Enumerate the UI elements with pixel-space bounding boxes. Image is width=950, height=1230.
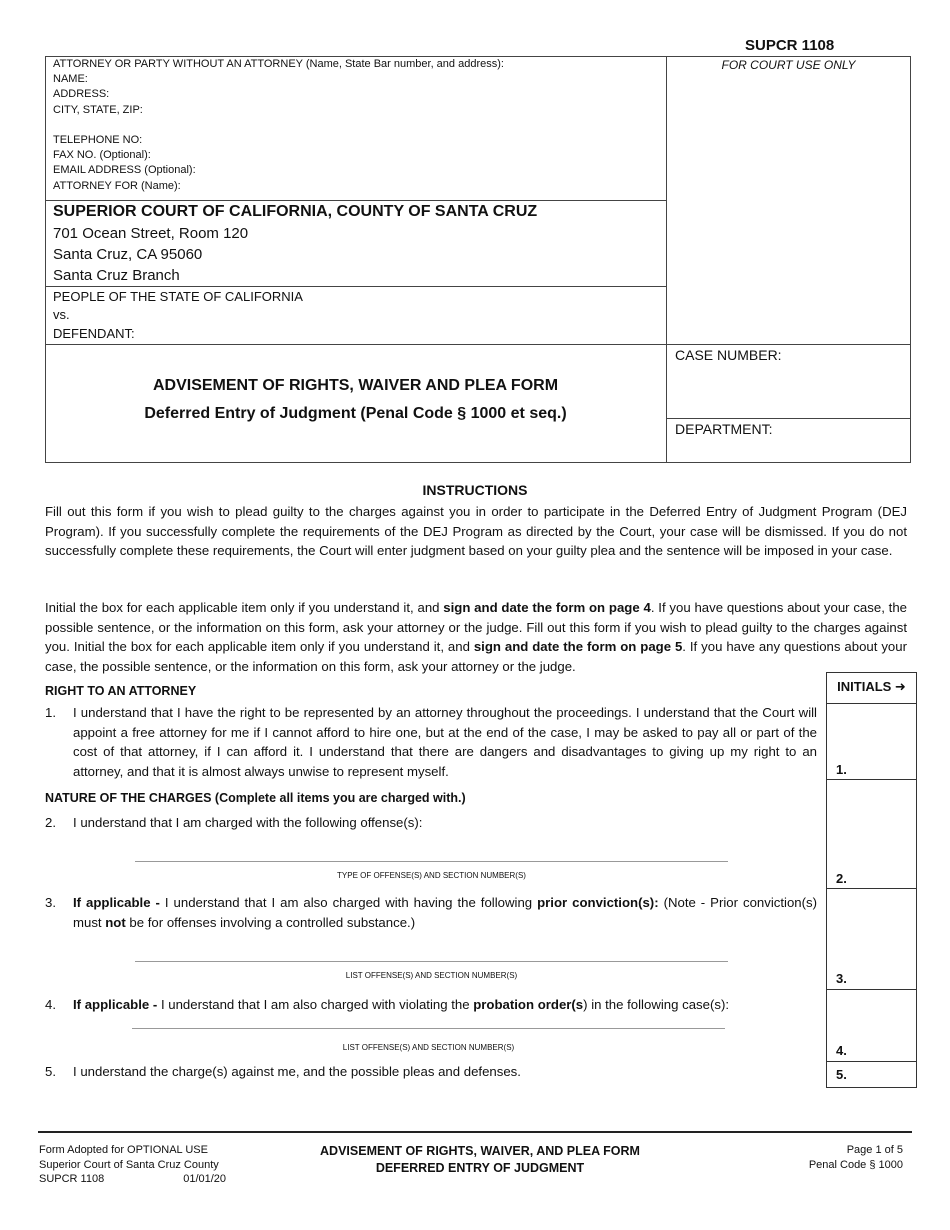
item-1-text: I understand that I have the right to be represented by an attorney throughout the proceedings. I understand that the Court will appoint a free attorney for me if I cannot afford to hire one, but at the end of the case, I may be asked to pay all or part of the cost of that attorney, if I can afford it. I understand that there are dangers and disadvantages to giving up my right to an attorney, and that it is almost always unwise to represent myself. xyxy=(73,705,817,779)
plaintiff: PEOPLE OF THE STATE OF CALIFORNIA xyxy=(53,289,303,304)
department-field[interactable]: DEPARTMENT: xyxy=(675,421,773,437)
email-field[interactable]: EMAIL ADDRESS (Optional): xyxy=(53,164,196,177)
text-run: . If you have any questions about your case, the possible sentence, or the information on this form, ask your attorney or the judge. xyxy=(45,639,907,674)
attorney-for-field[interactable]: ATTORNEY FOR (Name): xyxy=(53,179,181,192)
case-number-field[interactable]: CASE NUMBER: xyxy=(675,347,782,363)
form-id: SUPCR 1108 xyxy=(745,37,835,54)
instructions-paragraph-2 xyxy=(45,598,907,676)
caption-divider xyxy=(666,56,667,463)
text-run: I understand that I am also charged with having the following xyxy=(164,895,538,910)
attorney-info xyxy=(53,57,504,194)
court-street: 701 Ocean Street, Room 120 xyxy=(53,225,249,242)
fill-caption: LIST OFFENSE(S) AND SECTION NUMBER(S) xyxy=(345,971,518,980)
divider xyxy=(45,286,667,287)
footer-rule xyxy=(300,1131,912,1133)
form-title: ADVISEMENT OF RIGHTS, WAIVER AND PLEA FORM xyxy=(152,377,559,394)
item-number: 2. xyxy=(45,815,56,830)
text-run: be for offenses involving a controlled substance.) xyxy=(125,914,416,930)
initials-box-2[interactable]: 2. xyxy=(836,871,847,886)
text-run-bold: not xyxy=(105,914,126,930)
item-number: 1. xyxy=(45,705,56,720)
page-number: Page 1 of 5 xyxy=(846,1144,903,1156)
attorney-address-field[interactable]: ADDRESS: xyxy=(53,88,110,101)
text-run-bold: If applicable - xyxy=(73,895,165,910)
footer-form-id: SUPCR 1108 xyxy=(39,1173,105,1185)
initials-divider xyxy=(826,989,917,990)
attorney-name-field[interactable]: NAME: xyxy=(53,73,88,86)
divider xyxy=(666,418,911,419)
item-number: 5. xyxy=(45,1064,56,1079)
divider xyxy=(45,344,911,345)
court-city: Santa Cruz, CA 95060 xyxy=(53,246,203,263)
text-run: ) in the following case(s): xyxy=(583,997,729,1012)
footer-subtitle: DEFERRED ENTRY OF JUDGMENT xyxy=(375,1161,585,1175)
initials-divider xyxy=(826,779,917,780)
footer-court: Superior Court of Santa Cruz County xyxy=(39,1158,219,1171)
instructions-paragraph-1: Fill out this form if you wish to plead guilty to the charges against you in order to participate in the Deferred Entry of Judgment Program (DEJ Program). If you successfully complete the requirements of the DEJ Program as directed by the Court, your case will be dismissed. If you do not successfully complete these requirements, the Court will enter judgment based on your guilty plea and the sentence will be imposed in your case. xyxy=(45,504,907,558)
text-run-bold: prior conviction(s): xyxy=(537,895,659,910)
spacer xyxy=(53,118,504,133)
footer-title: ADVISEMENT OF RIGHTS, WAIVER, AND PLEA FORM xyxy=(320,1144,640,1158)
offense-fill-line[interactable] xyxy=(135,861,728,862)
text-run-bold: sign and date the form on page 5 xyxy=(473,639,683,654)
footer-form-date: 01/01/20 xyxy=(183,1173,227,1185)
divider xyxy=(45,200,667,201)
attorney-heading: ATTORNEY OR PARTY WITHOUT AN ATTORNEY (Name, State Bar number, and address): xyxy=(53,58,504,70)
court-branch: Santa Cruz Branch xyxy=(53,267,180,284)
section-heading-charges: NATURE OF THE CHARGES (Complete all items you are charged with.) xyxy=(45,791,466,805)
telephone-field[interactable]: TELEPHONE NO: xyxy=(53,134,143,146)
text-run: (Note - Prior conviction(s) must xyxy=(73,895,818,930)
section-heading-attorney: RIGHT TO AN ATTORNEY xyxy=(45,684,197,698)
item-2-text: I understand that I am charged with the following offense(s): xyxy=(73,815,423,830)
probation-fill-line[interactable] xyxy=(132,1028,725,1029)
footer-form-row xyxy=(39,1172,226,1187)
fill-caption: LIST OFFENSE(S) AND SECTION NUMBER(S) xyxy=(342,1043,515,1052)
defendant-field[interactable]: DEFENDANT: xyxy=(53,326,135,341)
footer-left xyxy=(39,1143,226,1187)
initials-box-5[interactable]: 5. xyxy=(836,1067,847,1082)
attorney-city-field[interactable]: CITY, STATE, ZIP: xyxy=(53,103,143,116)
initials-box-3[interactable]: 3. xyxy=(836,971,847,986)
text-run: Initial the box for each applicable item only if you understand it, and xyxy=(45,600,444,615)
initials-box-1[interactable]: 1. xyxy=(836,762,847,777)
text-run-bold: probation order(s xyxy=(473,997,584,1012)
initials-divider xyxy=(826,703,917,704)
form-subtitle: Deferred Entry of Judgment (Penal Code § 1000 et seq.) xyxy=(144,405,567,422)
footer-adopted: Form Adopted for OPTIONAL USE xyxy=(39,1144,208,1156)
initials-divider xyxy=(826,888,917,889)
versus: vs. xyxy=(53,307,70,322)
item-4-text xyxy=(73,995,817,1015)
footer-statute: Penal Code § 1000 xyxy=(808,1158,903,1171)
for-court-use-label: FOR COURT USE ONLY xyxy=(721,58,856,72)
initials-header: INITIALS ➜ xyxy=(837,679,906,694)
initials-divider xyxy=(826,1061,917,1062)
footer-center xyxy=(300,1143,660,1177)
footer-rule xyxy=(38,1131,300,1133)
text-run: I understand that I am also charged with violating the xyxy=(160,997,474,1012)
instructions-heading: INSTRUCTIONS xyxy=(422,482,528,498)
fill-caption: TYPE OF OFFENSE(S) AND SECTION NUMBER(S) xyxy=(337,871,526,880)
footer-right xyxy=(720,1143,903,1172)
item-3-text xyxy=(73,893,817,932)
text-run-bold: If applicable - xyxy=(73,997,161,1012)
item-number: 4. xyxy=(45,997,56,1012)
text-run-bold: sign and date the form on page 4 xyxy=(443,600,651,615)
item-number: 3. xyxy=(45,895,56,910)
initials-box-4[interactable]: 4. xyxy=(836,1043,847,1058)
fax-field[interactable]: FAX NO. (Optional): xyxy=(53,149,151,162)
item-5-text: I understand the charge(s) against me, and the possible pleas and defenses. xyxy=(73,1064,521,1079)
court-name: SUPERIOR COURT OF CALIFORNIA, COUNTY OF SANTA CRUZ xyxy=(53,203,538,220)
text-run: . If you have questions about your case, the possible sentence, or the information on this form, ask your attorney or the judge. Fill out this form if you wish to plead guilty to the charges against you. Initial the box for each applicable item only if you understand it, and xyxy=(45,600,907,654)
prior-conviction-fill-line[interactable] xyxy=(135,961,728,962)
